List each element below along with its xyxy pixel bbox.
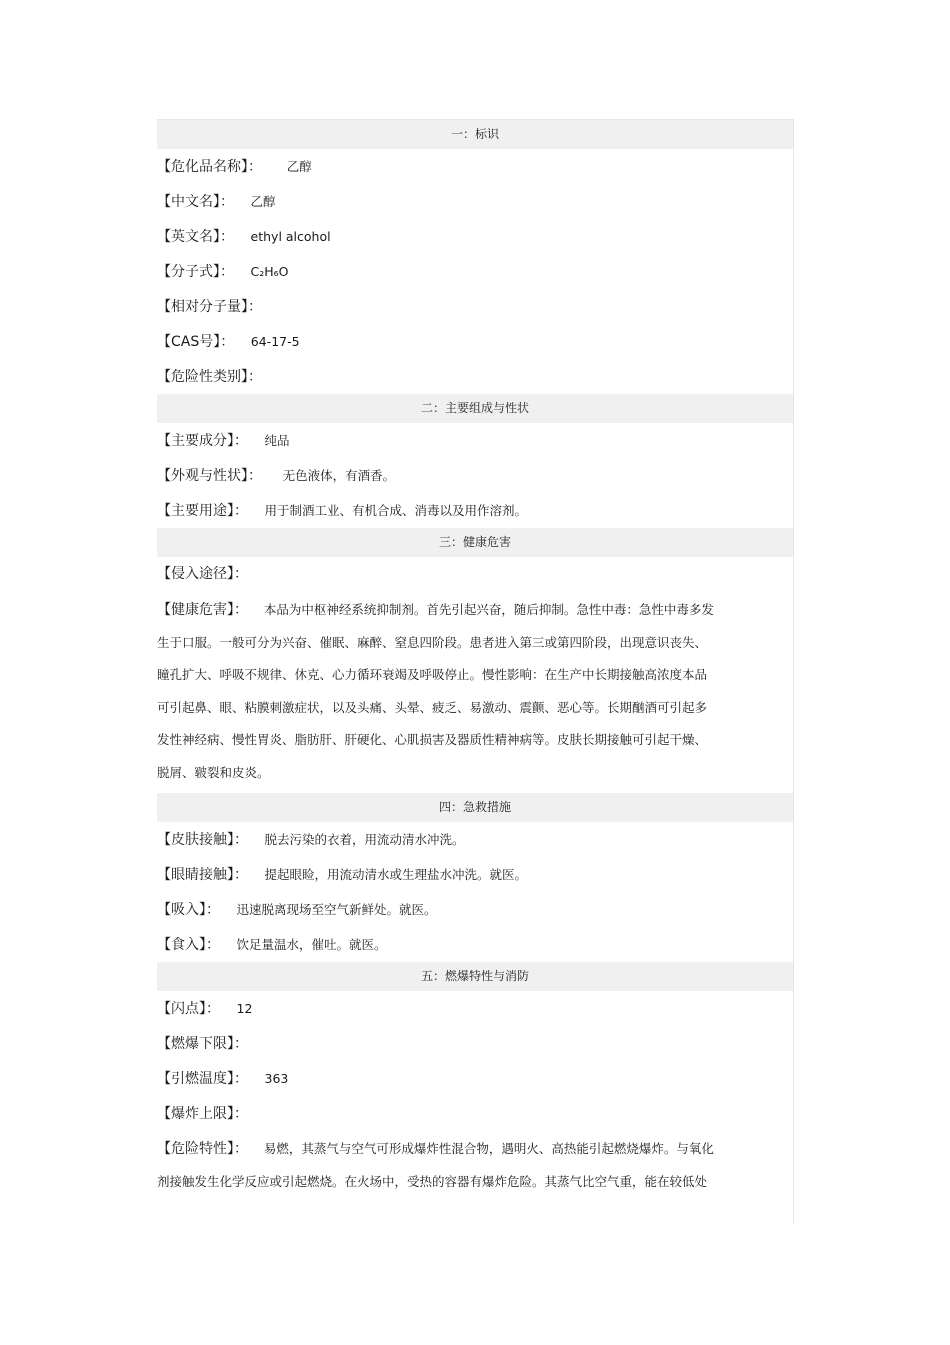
field-label: 【吸入】： (157, 902, 220, 918)
field-value: 用于制酒工业、有机合成、消毒以及用作溶剂。 (264, 503, 528, 518)
field-label: 【食入】： (157, 937, 220, 953)
section-header-health-hazards: 三：健康危害 (157, 528, 793, 557)
field-value: 迅速脱离现场至空气新鲜处。就医。 (236, 902, 437, 917)
paragraph-line: 生于口服。一般可分为兴奋、催眠、麻醉、窒息四阶段。患者进入第三或第四阶段，出现意识丧失、 (157, 634, 708, 650)
field-value: 纯品 (264, 433, 290, 448)
field-hazard-class (157, 359, 793, 394)
field-value: 12 (236, 1001, 253, 1016)
paragraph-line: 剂接触发生化学反应或引起燃烧。在火场中，受热的容器有爆炸危险。其蒸气比空气重，能在较低处 (157, 1173, 708, 1189)
field-label: 【闪点】： (157, 1001, 220, 1017)
section-header-fire-explosion: 五：燃爆特性与消防 (157, 962, 793, 991)
section-header-first-aid: 四：急救措施 (157, 793, 793, 822)
field-hazard-characteristics (157, 1131, 757, 1202)
field-label: 【健康危害】： (157, 602, 248, 618)
field-value: ethyl alcohol (250, 229, 331, 244)
field-eye-contact (157, 857, 793, 892)
field-label: 【外观与性状】： (157, 468, 262, 484)
field-value: 乙醇 (286, 159, 312, 174)
field-ignition-temperature (157, 1061, 793, 1096)
field-upper-explosive-limit (157, 1096, 793, 1131)
field-value: 乙醇 (250, 194, 276, 209)
field-value: C₂H₆O (250, 264, 289, 279)
field-molecular-formula (157, 254, 793, 289)
field-lower-explosive-limit (157, 1026, 793, 1061)
field-cas-number (157, 324, 793, 359)
field-label: 【相对分子量】： (157, 299, 262, 315)
field-hazmat-name (157, 149, 793, 184)
field-english-name (157, 219, 793, 254)
field-value: 64-17-5 (250, 334, 300, 349)
field-label: 【燃爆下限】： (157, 1036, 248, 1052)
field-main-component (157, 423, 793, 458)
field-label: 【危险特性】： (157, 1141, 248, 1157)
paragraph-line: 瞳孔扩大、呼吸不规律、休克、心力循环衰竭及呼吸停止。慢性影响：在生产中长期接触高浓度本品 (157, 667, 708, 682)
field-value: 提起眼睑，用流动清水或生理盐水冲洗。就医。 (264, 867, 528, 882)
section-header-composition: 二：主要组成与性状 (157, 394, 793, 423)
field-main-use (157, 493, 793, 528)
paragraph-line: 发性神经病、慢性胃炎、脂肪肝、肝硬化、心肌损害及器质性精神病等。皮肤长期接触可引起干燥、 (157, 732, 708, 747)
field-label: 【主要用途】： (157, 503, 248, 519)
field-inhalation (157, 892, 793, 927)
field-value: 脱去污染的衣着，用流动清水冲洗。 (264, 832, 465, 847)
field-label: 【CAS号】： (157, 334, 235, 350)
field-health-hazard (157, 592, 757, 793)
field-value: 363 (264, 1071, 289, 1086)
field-skin-contact (157, 822, 793, 857)
field-label: 【眼睛接触】： (157, 867, 248, 883)
paragraph-line: 可引起鼻、眼、粘膜刺激症状，以及头痛、头晕、疲乏、易激动、震颤、恶心等。长期酗酒可引起多 (157, 699, 708, 715)
field-flash-point (157, 991, 793, 1026)
field-molecular-weight (157, 289, 793, 324)
field-label: 【皮肤接触】： (157, 832, 248, 848)
field-label: 【侵入途径】： (157, 566, 248, 582)
field-label: 【引燃温度】： (157, 1071, 248, 1087)
field-label: 【英文名】： (157, 229, 234, 245)
paragraph-line: 脱屑、皲裂和皮炎。 (157, 764, 270, 780)
msds-sheet (157, 119, 794, 1224)
field-value: 饮足量温水，催吐。就医。 (236, 937, 387, 952)
paragraph-line: 【危险特性】： 易燃，其蒸气与空气可形成爆炸性混合物，遇明火、高热能引起燃烧爆炸。与氧化 (157, 1141, 714, 1157)
field-label: 【分子式】： (157, 264, 234, 280)
field-label: 【主要成分】： (157, 433, 248, 449)
section-header-identification: 一：标识 (157, 120, 793, 149)
field-chinese-name (157, 184, 793, 219)
paragraph-line: 【健康危害】： 本品为中枢神经系统抑制剂。首先引起兴奋，随后抑制。急性中毒：急性中毒多发 (157, 602, 714, 618)
field-exposure-route (157, 557, 793, 592)
field-appearance (157, 458, 793, 493)
field-ingestion (157, 927, 793, 962)
field-label: 【爆炸上限】： (157, 1106, 248, 1122)
field-label: 【中文名】： (157, 194, 234, 210)
field-label: 【危险性类别】： (157, 369, 262, 385)
field-value: 无色液体，有酒香。 (282, 468, 396, 483)
field-label: 【危化品名称】： (157, 159, 262, 175)
